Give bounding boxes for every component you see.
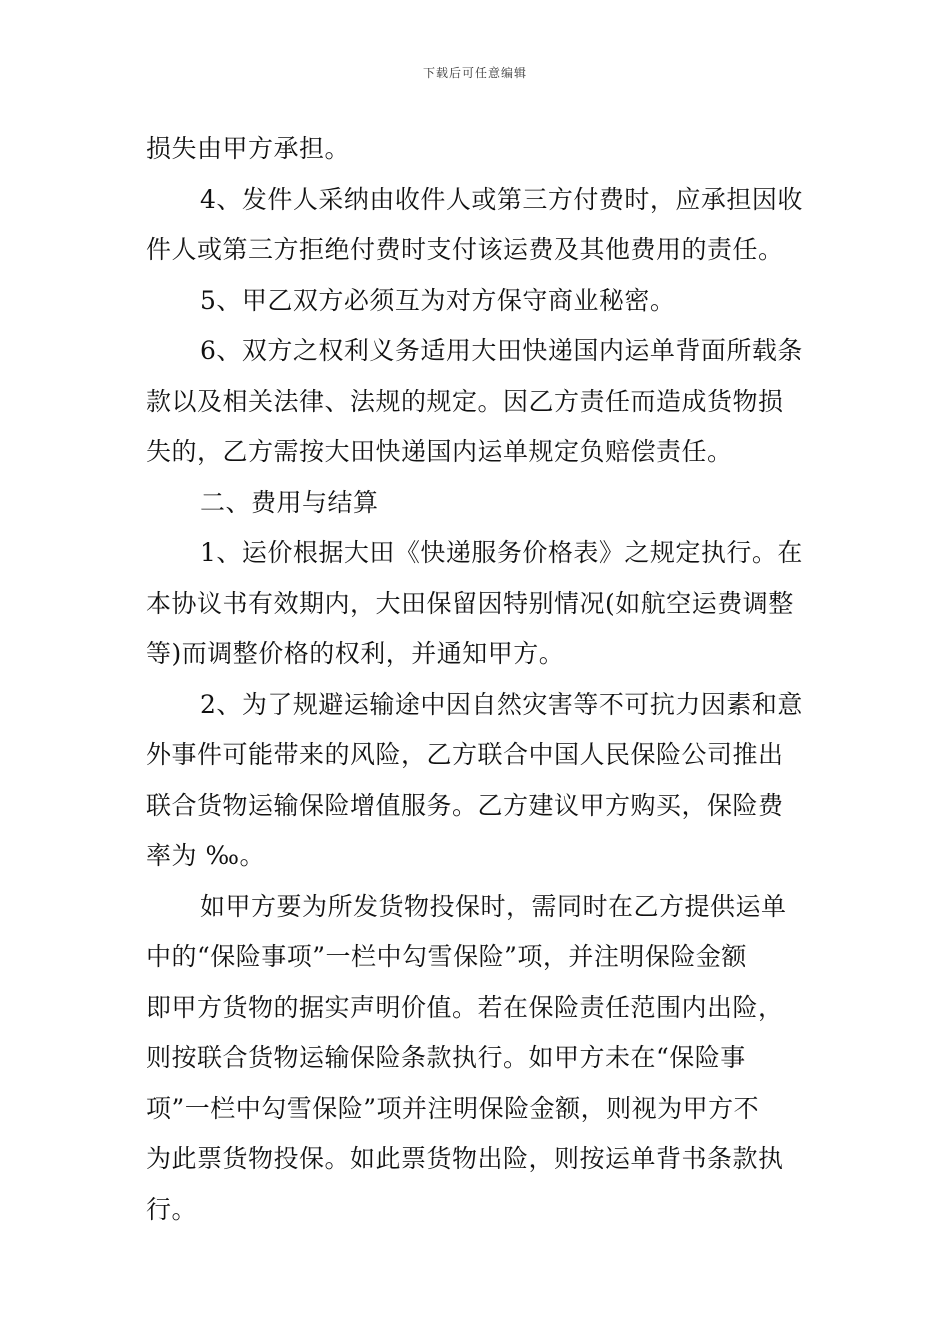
header-note: 下载后可任意编辑 xyxy=(422,66,527,80)
body-line: 中的“保险事项”一栏中勾雪保险”项，并注明保险金额 xyxy=(146,942,747,971)
body-line: 如甲方要为所发货物投保时，需同时在乙方提供运单 xyxy=(200,891,787,921)
body-line: 则按联合货物运输保险条款执行。如甲方未在“保险事 xyxy=(146,1043,746,1072)
body-line: 6、双方之权利义务适用大田快递国内运单背面所载条 xyxy=(200,336,803,365)
body-line: 失的，乙方需按大田快递国内运单规定负赔偿责任。 xyxy=(146,437,733,466)
body-line: 件人或第三方拒绝付费时支付该运费及其他费用的责任。 xyxy=(146,235,784,264)
body-line: 款以及相关法律、法规的规定。因乙方责任而造成货物损 xyxy=(146,386,784,416)
body-line: 为此票货物投保。如此票货物出险，则按运单背书条款执 xyxy=(146,1144,784,1173)
body-line: 2、为了规避运输途中因自然灾害等不可抗力因素和意 xyxy=(200,689,803,719)
body-line: 即甲方货物的据实声明价值。若在保险责任范围内出险， xyxy=(146,992,784,1022)
body-line: 4、发件人采纳由收件人或第三方付费时，应承担因收 xyxy=(200,184,803,214)
body-line: 联合货物运输保险增值服务。乙方建议甲方购买，保险费 xyxy=(146,790,784,820)
section-heading: 二、费用与结算 xyxy=(200,487,379,517)
body-line: 损失由甲方承担。 xyxy=(146,134,351,163)
body-line: 1、运价根据大田《快递服务价格表》之规定执行。在 xyxy=(200,538,803,567)
body-line: 项”一栏中勾雪保险”项并注明保险金额，则视为甲方不 xyxy=(146,1093,760,1123)
body-line: 本协议书有效期内，大田保留因特别情况(如航空运费调整 xyxy=(146,588,794,618)
document-body xyxy=(146,124,810,1235)
body-line: 5、甲乙双方必须互为对方保守商业秘密。 xyxy=(200,285,676,315)
body-line: 行。 xyxy=(146,1194,198,1224)
body-line: 率为 ‰。 xyxy=(146,841,265,870)
body-line: 等)而调整价格的权利，并通知甲方。 xyxy=(146,639,565,668)
body-line: 外事件可能带来的风险，乙方联合中国人民保险公司推出 xyxy=(146,740,784,769)
